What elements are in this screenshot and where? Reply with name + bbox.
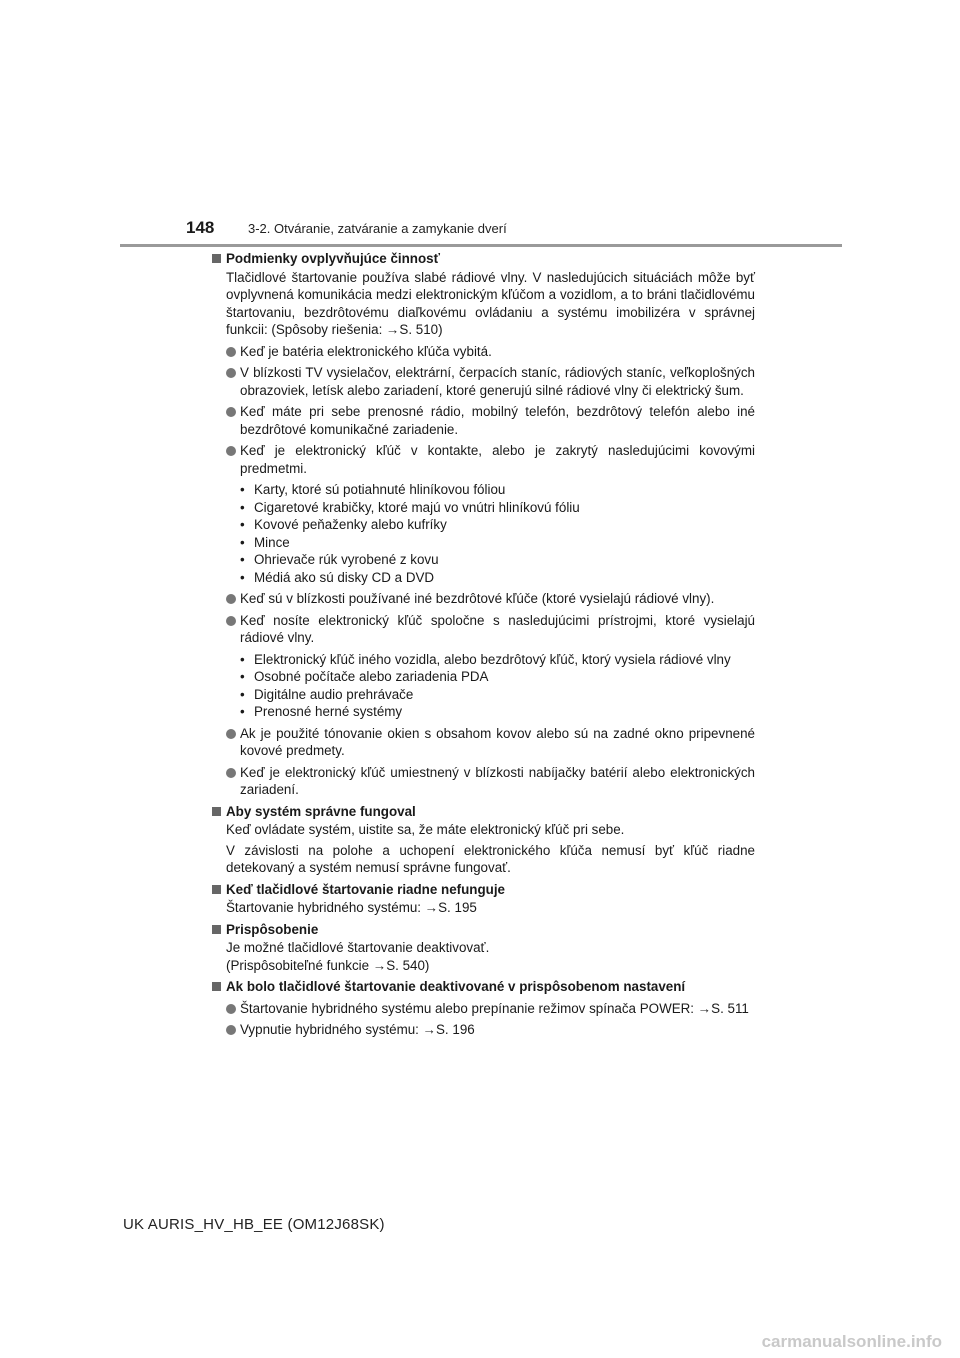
sub-list-item: • Mince (240, 534, 290, 550)
sub-list (210, 651, 755, 721)
square-bullet-icon (212, 885, 221, 894)
chapter-title: 3-2. Otváranie, zatváranie a zamykanie dverí (248, 221, 507, 236)
sub-list-item: • Ohrievače rúk vyrobené z kovu (240, 552, 439, 567)
sub-list-item: • Osobné počítače alebo zariadenia PDA (240, 669, 489, 684)
list-item: Ak je použité tónovanie okien s obsahom kovov alebo sú na zadné okno pripevnené kovové predmety. (210, 725, 755, 760)
page-content (210, 250, 755, 1039)
sub-list-item: • Prenosné herné systémy (240, 704, 403, 719)
paragraph: V závislosti na polohe a uchopení elektronického kľúča nemusí byť kľúč riadne detekovaný a systém nemusí správne fungovať. (226, 842, 755, 875)
circle-bullet-icon (226, 446, 236, 456)
list-item: Štartovanie hybridného systému alebo prepínanie režimov spínača POWER: →S. 511 (210, 1000, 755, 1018)
list-item: Vypnutie hybridného systému: →S. 196 (210, 1021, 755, 1039)
paragraph: Tlačidlové štartovanie používa slabé rádiové vlny. V nasledujúcich situáciách môže byť ovplyvnená komunikácia medzi elektronickým kľúčom a vozidlom, a to bráni tlačidlovému štartovaniu, bezdrôtovému diaľkovému ovládaniu a systému imobilizéra v správnej funkcii: (Spôsoby riešenia: →S. 510) (226, 269, 755, 337)
header-rule (120, 244, 842, 247)
paragraph: Keď ovládate systém, uistite sa, že máte elektronický kľúč pri sebe. (226, 822, 625, 837)
sub-list-item: • Médiá ako sú disky CD a DVD (240, 569, 435, 585)
sub-list-item: • Cigaretové krabičky, ktoré majú vo vnútri hliníkovú fóliu (240, 499, 580, 515)
page-number: 148 (186, 218, 215, 237)
circle-bullet-icon (226, 768, 236, 778)
section-heading: Ak bolo tlačidlové štartovanie deaktivované v prispôsobenom nastavení (210, 978, 755, 996)
footer-code: UK AURIS_HV_HB_EE (OM12J68SK) (123, 1216, 385, 1233)
list-item: Keď je elektronický kľúč v kontakte, alebo je zakrytý nasledujúcimi kovovými predmetmi. (210, 442, 755, 477)
sub-list (210, 481, 755, 586)
paragraph: (Prispôsobiteľné funkcie →S. 540) (226, 957, 430, 973)
square-bullet-icon (212, 254, 221, 263)
list-item: Keď je elektronický kľúč umiestnený v blízkosti nabíjačky batérií alebo elektronických zariadení. (210, 764, 755, 799)
square-bullet-icon (212, 925, 221, 934)
circle-bullet-icon (226, 616, 236, 626)
circle-bullet-icon (226, 1004, 236, 1014)
watermark: carmanualsonline.info (761, 1332, 942, 1351)
square-bullet-icon (212, 807, 221, 816)
section-heading: Podmienky ovplyvňujúce činnosť (210, 250, 755, 268)
section-heading: Prispôsobenie (210, 921, 755, 939)
circle-bullet-icon (226, 368, 236, 378)
section-heading: Aby systém správne fungoval (210, 803, 755, 821)
circle-bullet-icon (226, 729, 236, 739)
square-bullet-icon (212, 982, 221, 991)
circle-bullet-icon (226, 407, 236, 417)
list-item: V blízkosti TV vysielačov, elektrární, čerpacích staníc, rádiových staníc, veľkoplošných obrazoviek, letísk alebo zariadení, ktoré generujú silné rádiové vlny či elektrický šum. (210, 364, 755, 399)
list-item: Keď nosíte elektronický kľúč spoločne s nasledujúcimi prístrojmi, ktoré vysielajú rádiové vlny. (210, 612, 755, 647)
paragraph: Štartovanie hybridného systému: →S. 195 (226, 900, 477, 915)
sub-list-item: • Elektronický kľúč iného vozidla, alebo bezdrôtový kľúč, ktorý vysiela rádiové vlny (240, 651, 731, 667)
circle-bullet-icon (226, 1025, 236, 1035)
sub-list-item: • Digitálne audio prehrávače (240, 686, 414, 702)
page-header (186, 218, 507, 238)
section-heading: Keď tlačidlové štartovanie riadne nefunguje (210, 881, 755, 899)
sub-list-item: • Karty, ktoré sú potiahnuté hliníkovou fóliou (240, 482, 506, 497)
sub-list-item: • Kovové peňaženky alebo kufríky (240, 517, 447, 532)
circle-bullet-icon (226, 347, 236, 357)
list-item: Keď je batéria elektronického kľúča vybitá. (210, 343, 755, 361)
list-item: Keď sú v blízkosti používané iné bezdrôtové kľúče (ktoré vysielajú rádiové vlny). (210, 590, 755, 608)
paragraph: Je možné tlačidlové štartovanie deaktivovať. (226, 940, 490, 955)
list-item: Keď máte pri sebe prenosné rádio, mobilný telefón, bezdrôtový telefón alebo iné bezdrôtové komunikačné zariadenie. (210, 403, 755, 438)
circle-bullet-icon (226, 594, 236, 604)
